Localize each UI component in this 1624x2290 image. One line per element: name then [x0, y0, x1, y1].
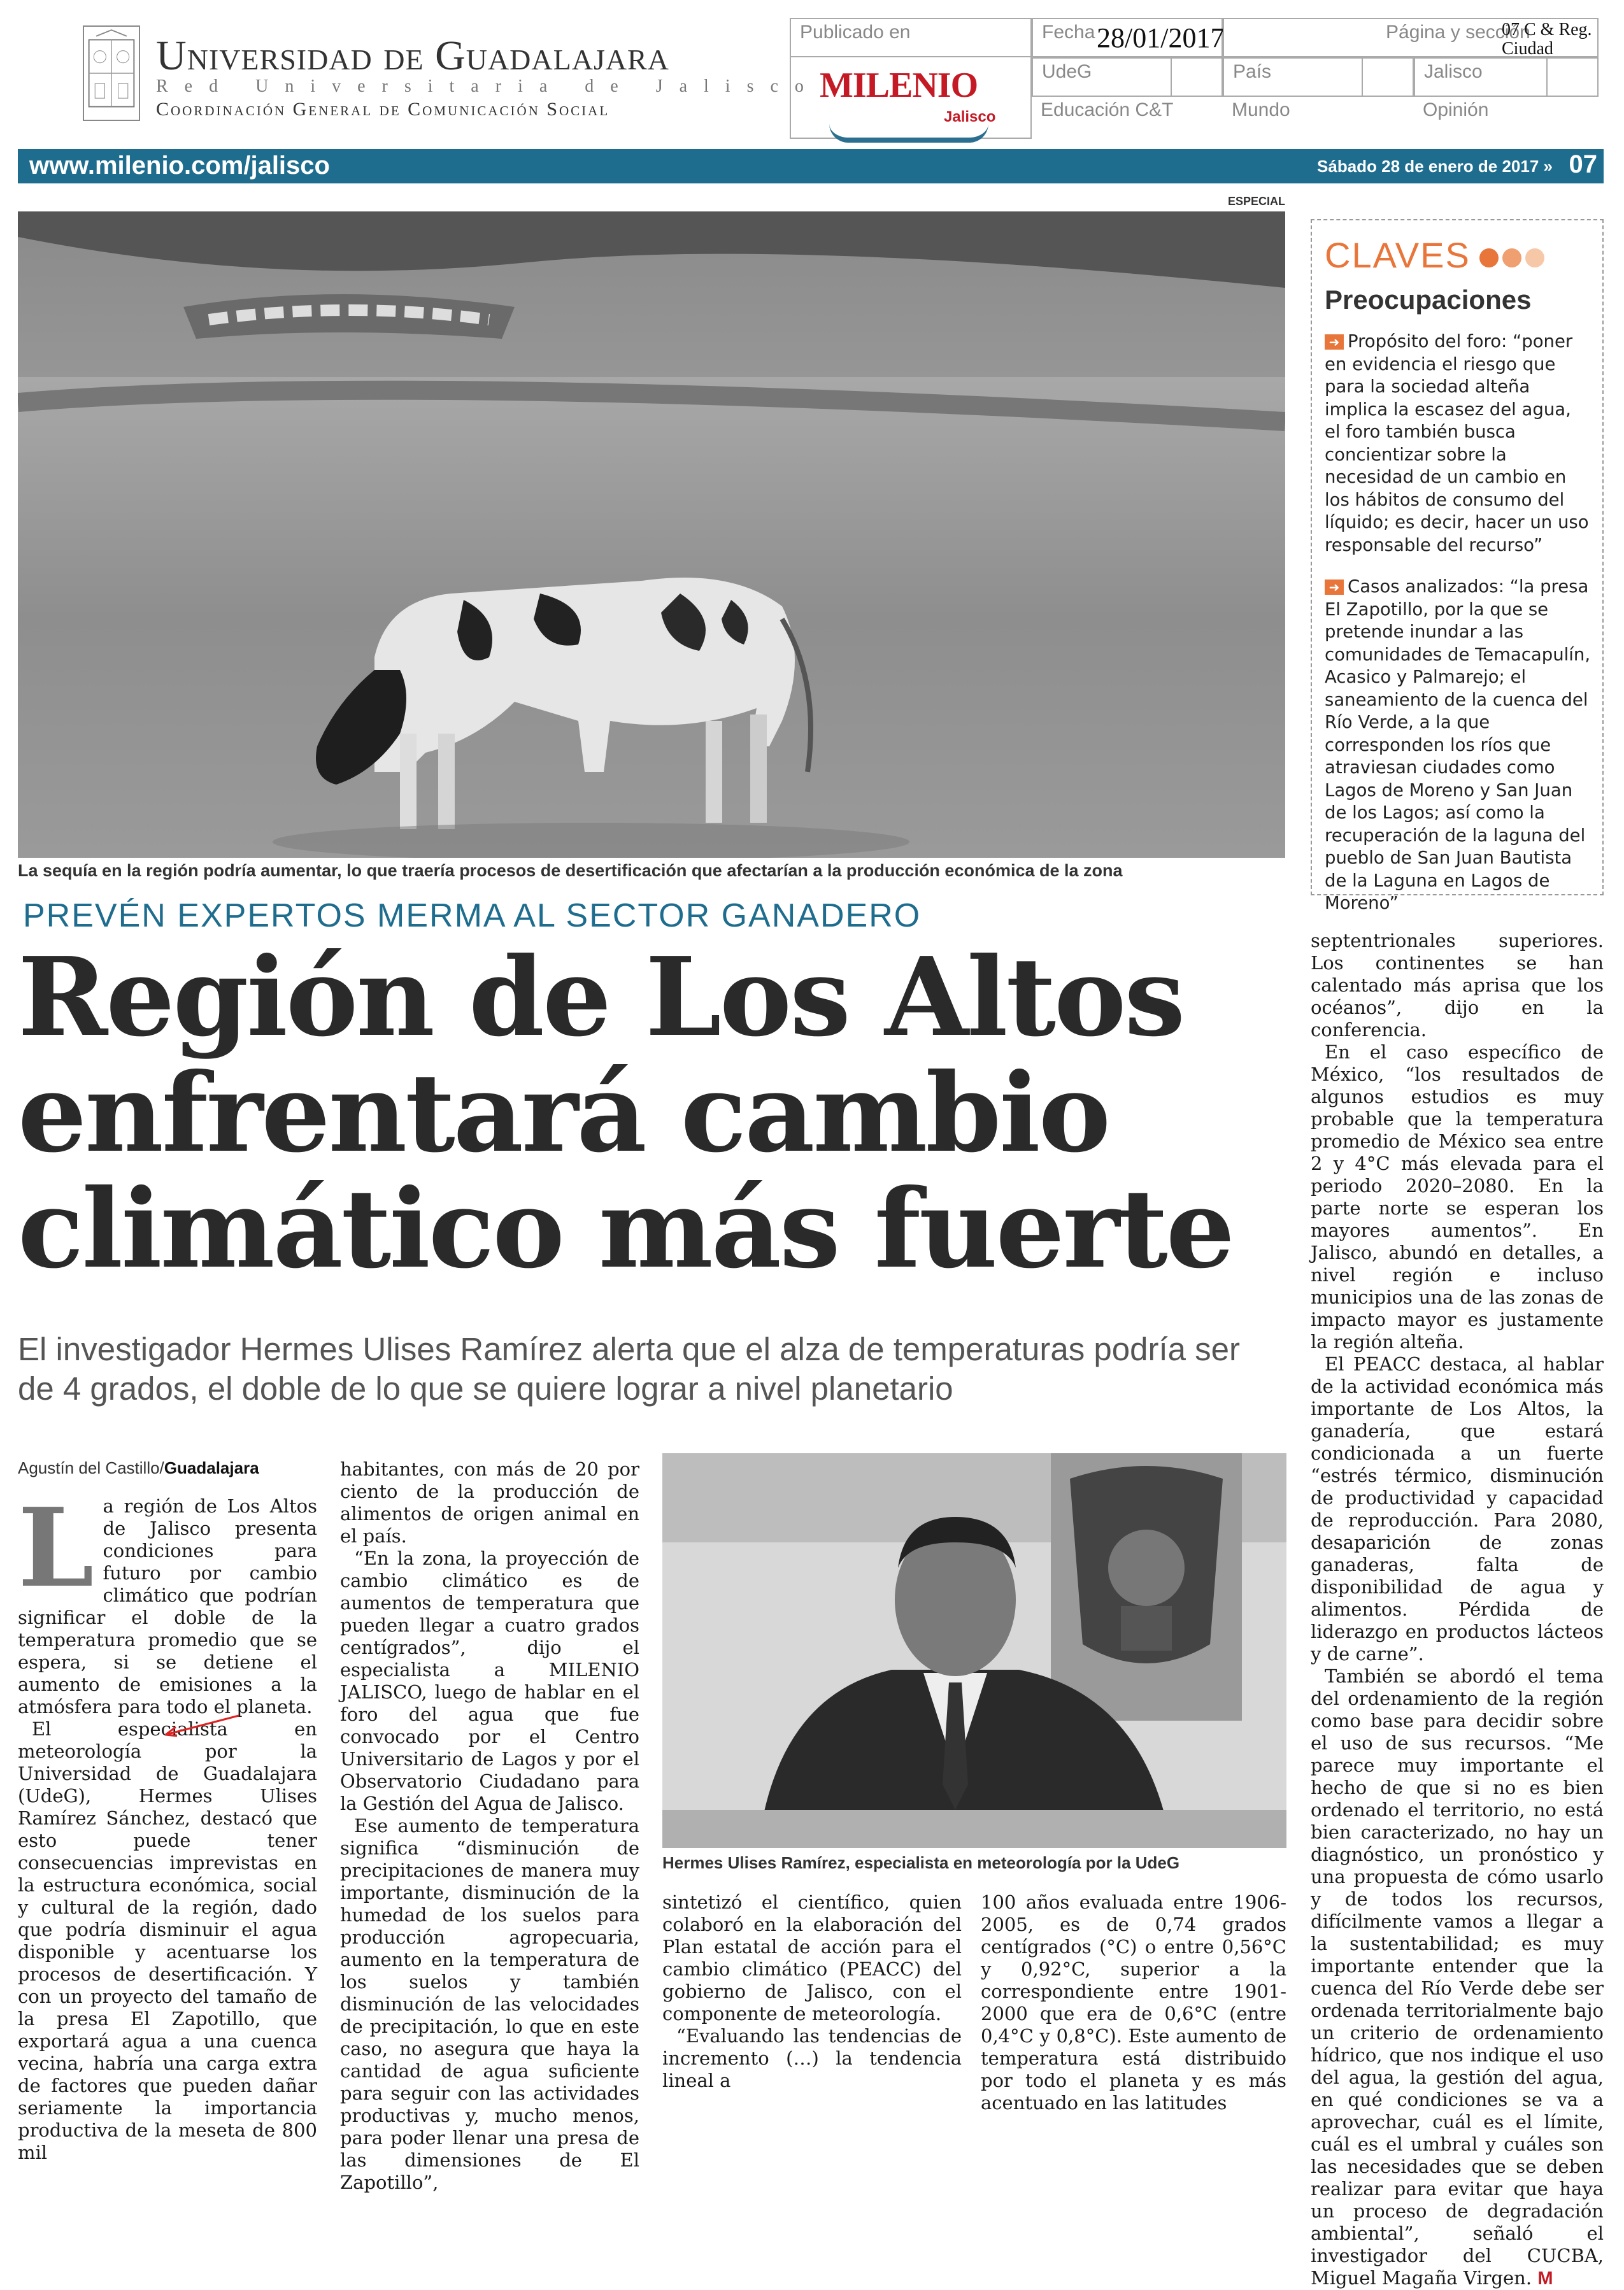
dot-icon: [1525, 248, 1544, 267]
article-column-3: [662, 1891, 962, 2092]
byline-place: Guadalajara: [164, 1458, 259, 1477]
university-crest: [83, 25, 140, 121]
bar-page-number: 07: [1569, 150, 1597, 178]
milenio-logo: [790, 57, 1032, 139]
paragraph: 100 años evaluada entre 1906-2005, es de 0,74 grados centígrados (°C) o entre 0,56°C y 0,92°C, superior a la correspondiente entre 1901-2000 que era de 0,6°C (entre 0,4°C y 0,8°C). Este aumento de temperatura está distribuido por todo el planeta y es más acentuado en las latitudes: [981, 1891, 1286, 2114]
clave-item: [1325, 576, 1592, 915]
date-value: 28/01/2017: [1097, 22, 1225, 53]
date-label: Fecha: [1042, 22, 1095, 43]
headline: Región de Los Altos enfrentará cambio climático más fuerte: [18, 934, 1233, 1293]
paragraph: habitantes, con más de 20 por ciento de la producción de alimentos de origen animal en el país.: [340, 1458, 639, 1547]
publication-meta: [790, 18, 1605, 139]
end-mark: M: [1537, 2268, 1553, 2289]
logo-arc-icon: [829, 124, 988, 143]
clave-text: Propósito del foro: “poner en evidencia el riesgo que para la sociedad alteña implica la escasez del agua, el foro también busca concientizar sobre la necesidad de un cambio en los hábitos de consumo del líquido; es decir, hacer un uso responsable del recurso”: [1325, 331, 1589, 555]
claves-title: [1325, 234, 1592, 276]
photo-credit: ESPECIAL: [1228, 195, 1286, 208]
section-label: UdeG: [1042, 61, 1092, 82]
byline: [18, 1458, 317, 1478]
section-educacion: [1032, 97, 1223, 139]
page-cell: [1223, 18, 1599, 57]
section-label: Educación C&T: [1041, 99, 1174, 120]
annotation-arrow-icon: [153, 1713, 242, 1739]
article-column-4: [981, 1891, 1286, 2114]
paragraph: sintetizó el científico, quien colaboró en la elaboración del Plan estatal de acción para el cambio climático (PEACC) del gobierno de Jalisco, con el componente de meteorología.: [662, 1891, 962, 2024]
page-value: 07 C & Reg. Ciudad: [1502, 20, 1592, 59]
portrait-caption: Hermes Ulises Ramírez, especialista en meteorología por la UdeG: [662, 1853, 1180, 1872]
byline-author: Agustín del Castillo/: [18, 1458, 164, 1477]
paragraph: [1311, 1665, 1604, 2290]
claves-box: [1311, 219, 1604, 913]
section-jalisco: [1414, 57, 1599, 97]
section-checkbox: [1362, 59, 1413, 96]
section-checkbox: [1171, 59, 1222, 96]
man-portrait-image: [662, 1453, 1286, 1848]
article-column-2: [340, 1458, 639, 2194]
arrow-right-icon: ➜: [1325, 334, 1344, 350]
crest-icon: [84, 27, 139, 120]
arrow-right-icon: ➜: [1325, 580, 1344, 595]
paragraph: septentrionales superiores. Los continentes se han calentado más aprisa que los océanos”, dijo en la conferencia.: [1311, 930, 1604, 1041]
paragraph: El PEACC destaca, al hablar de la actividad económica más importante de Los Altos, la ganadería, que estará condicionada a un fuerte “estrés térmico, disminución de productividad y capacidad de reproducción. Para 2080, desaparición de zonas ganaderas, falta de disponibilidad de agua y alimentos. Pérdida de liderazgo en productos lácteos y de carne”.: [1311, 1353, 1604, 1665]
paragraph: En el caso específico de México, “los resultados de algunos estudios es muy probable que la temperatura promedio de México sea entre 2 y 4°C más elevada para el periodo 2020–2080. En la parte norte se esperan los mayores aumentos”. En Jalisco, abundó en detalles, a nivel región e incluso municipios una de las zonas de impacto mayor es justamente la región alteña.: [1311, 1041, 1604, 1353]
section-label: Opinión: [1423, 99, 1489, 120]
dot-icon: [1479, 248, 1499, 267]
section-label: Mundo: [1232, 99, 1290, 120]
dot-icon: [1502, 248, 1521, 267]
clave-text: Casos analizados: “la presa El Zapotillo, por la que se pretende inundar a las comunidades de Temacapulín, Acasico y Palmarejo; el saneamiento de la cuenca del Río Verde, a la que corresponden los ríos que atraviesan ciudades como Lagos de Moreno y San Juan de los Lagos; así como la recuperación de la laguna del pueblo de San Juan Bautista de la Laguna en Lagos de Moreno”: [1325, 576, 1591, 913]
section-mundo: [1223, 97, 1414, 139]
article-column-1: [18, 1484, 317, 2164]
paragraph-text: a región de Los Altos de Jalisco presenta condiciones para futuro por cambio climático que podrían significar el doble de la temperatura promedio que se espera, si se detiene el aumento de emisiones a la atmósfera para todo el planeta.: [18, 1495, 317, 1718]
cow-grazing-image: [18, 211, 1285, 858]
dropcap: L: [18, 1484, 94, 1612]
published-label: Publicado en: [790, 18, 1032, 57]
section-opinion: [1414, 97, 1599, 139]
paragraph: “En la zona, la proyección de cambio climático es de aumentos de temperatura que pueden llegar a cuatro grados centígrados”, dijo el especialista a MILENIO JALISCO, luego de hablar en el foro del agua que fue convocado por el Centro Universitario de Lagos y por el Observatorio Ciudadano para la Gestión del Agua de Jalisco.: [340, 1547, 639, 1814]
section-udeg: [1032, 57, 1223, 97]
paragraph: Ese aumento de temperatura significa “disminución de precipitaciones de manera muy importante, disminución de la humedad de los suelos para producción agropecuaria, aumento en la temperatura de los suelos y también disminución de las velocidades de precipitación, lo que en este caso, no asegura que haya la cantidad de agua suficiente para seguir con las actividades productivas y, mucho menos, para poder llenar una presa de las dimensiones de El Zapotillo”,: [340, 1815, 639, 2193]
milenio-subtitle: Jalisco: [944, 108, 996, 125]
university-network: Red Universitaria de Jalisco: [156, 76, 820, 96]
claves-title-text: CLAVES: [1325, 235, 1471, 275]
section-checkbox: [1546, 59, 1597, 96]
clave-item: [1325, 331, 1592, 557]
coordination-name: Coordinación General de Comunicación Social: [156, 99, 610, 120]
bar-date: Sábado 28 de enero de 2017 »: [1317, 157, 1553, 176]
date-cell: [1032, 18, 1223, 57]
photo-caption: La sequía en la región podría aumentar, lo que traería procesos de desertificación que afectarían a la producción económica de la zona: [18, 861, 1123, 880]
claves-subtitle: Preocupaciones: [1325, 285, 1532, 315]
section-bar: [18, 149, 1604, 183]
section-label: Jalisco: [1424, 61, 1483, 82]
portrait-photo: [662, 1453, 1286, 1848]
paragraph: [18, 1484, 317, 1718]
subheadline: El investigador Hermes Ulises Ramírez alerta que el alza de temperaturas podría ser de 4 grados, el doble de lo que se quiere lograr a nivel planetario: [18, 1331, 1241, 1407]
paragraph: El especialista en meteorología por la Universidad de Guadalajara (UdeG), Hermes Ulises Ramírez Sánchez, destacó que esto puede tener consecuencias imprevistas en la estructura económica, social y cultural de la región, dado que podría disminuir el agua disponible y acentuarse los procesos de desertificación. Y con un proyecto del tamaño de la presa El Zapotillo, que exportará agua a una cuenca vecina, habría una carga extra de factores que pueden dañar seriamente la importancia productiva de la meseta de 800 mil: [18, 1718, 317, 2163]
university-name: Universidad de Guadalajara: [156, 32, 669, 79]
kicker: PREVÉN EXPERTOS MERMA AL SECTOR GANADERO: [23, 897, 922, 934]
milenio-wordmark: MILENIO: [820, 66, 978, 105]
paragraph: “Evaluando las tendencias de incremento (…) la tendencia lineal a: [662, 2025, 962, 2091]
article-column-5: [1311, 930, 1604, 2290]
cow-photo: [18, 211, 1285, 858]
paragraph-text: También se abordó el tema del ordenamiento de la región como base para decidir sobre el uso de sus recursos. “Me parece muy importante el hecho de que si no es bien ordenado el territorio, no está bien caracterizado, no hay un diagnóstico, un pronóstico y una propuesta de cómo usarlo y de todos los recursos, difícilmente vamos a llegar a la sustentabilidad; es muy importante entender que la cuenca del Río Verde debe ser ordenada territorialmente bajo un criterio de ordenamiento hídrico, que nos indique el uso del agua, la gestión del agua, en qué condiciones se va a aprovechar, cuál es el límite, cuál es el umbral y cuáles son las necesidades que se deben realizar para evitar que haya un proceso de degradación ambiental”, señaló el investigador del CUCBA, Miguel Magaña Virgen.: [1311, 1665, 1604, 2289]
site-url: www.milenio.com/jalisco: [29, 152, 330, 180]
section-pais: [1223, 57, 1414, 97]
page-label: Página y sección: [1386, 22, 1530, 43]
section-label: País: [1233, 61, 1272, 82]
